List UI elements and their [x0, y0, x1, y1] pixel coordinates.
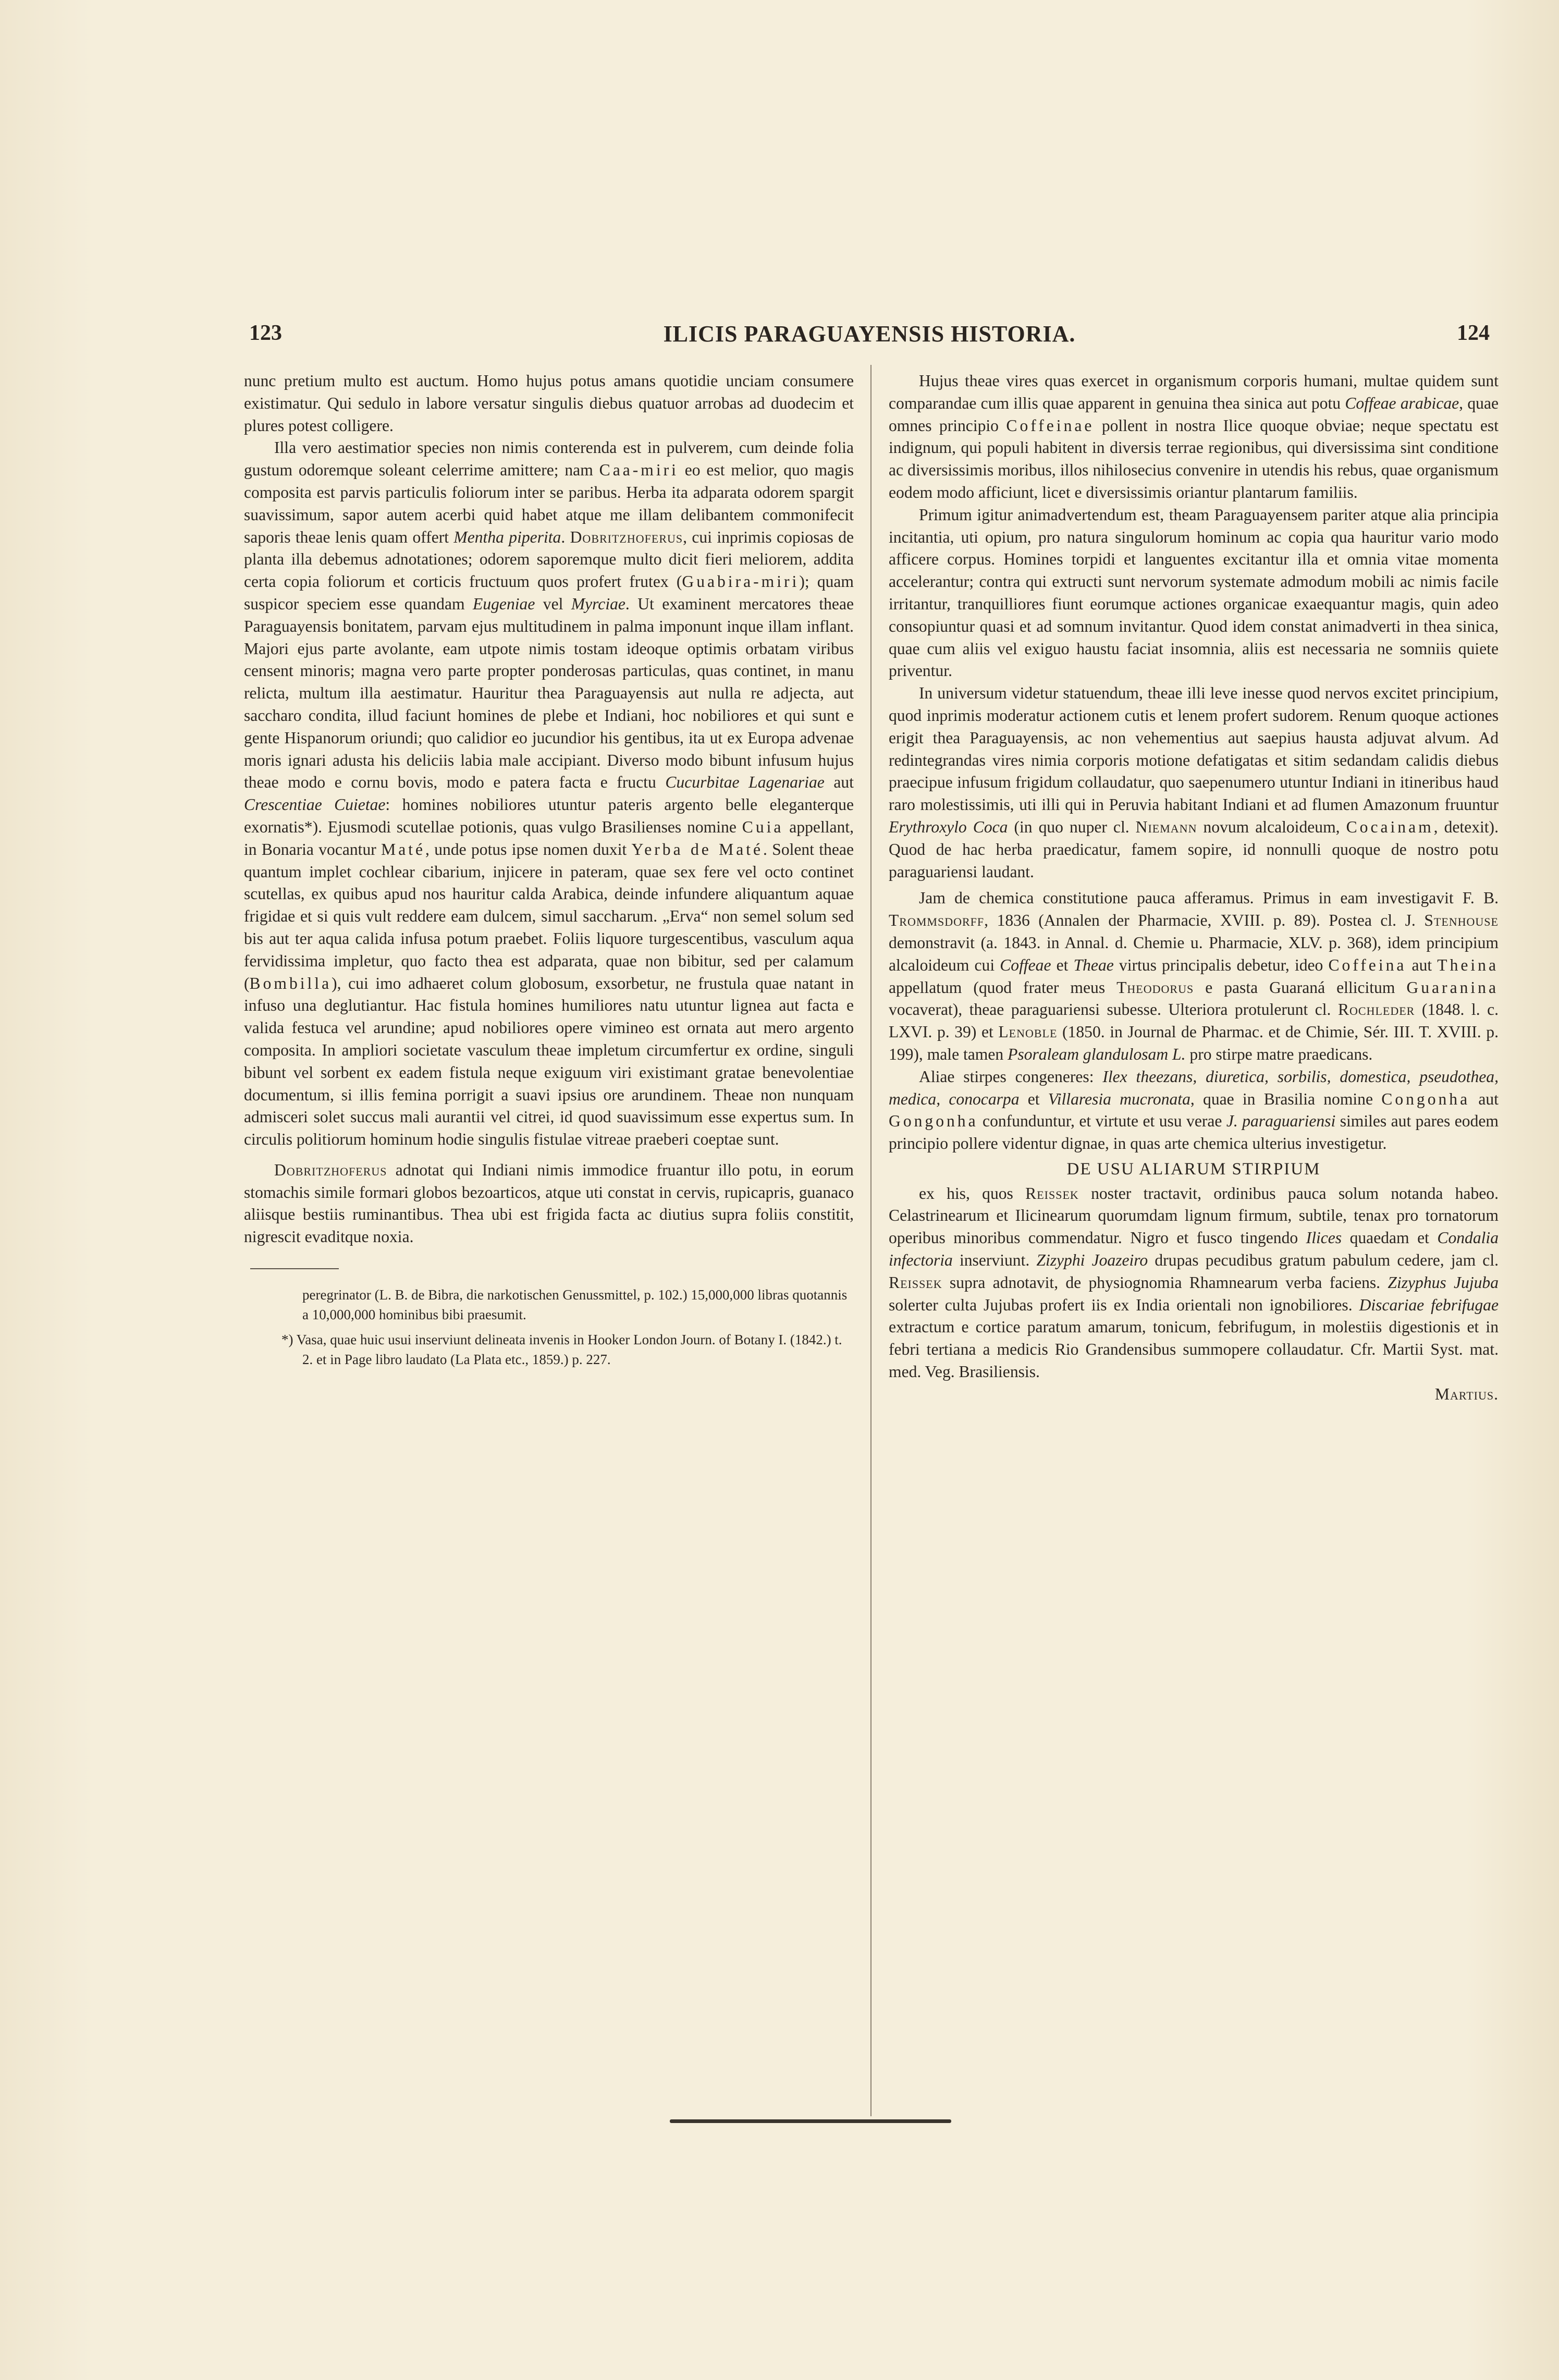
running-title: ILICIS PARAGUAYENSIS HISTORIA. [663, 321, 1076, 347]
section-heading: DE USU ALIARUM STIRPIUM [1066, 1159, 1321, 1179]
paragraph: Hujus theae vires quas exercet in organismum corporis humani, multae quidem sunt comparandae cum illis quae apparent in genuina thea sinica aut potu Coffeae arabicae, quae omnes principio Coffeinae pollent in nostra Ilice quoque obviae; neque spectatu est indignum, qui populi habitent in diversis terrae regionibus, qui diversissima sint conditione ac diversissimis moribus, illos nihilosecius convenire in utendis his rebus, quae organismum eodem modo afficiunt, licet e diversissimis oriantur plantarum familiis. [889, 372, 1499, 501]
page-number-right: 124 [1457, 321, 1490, 345]
left-column [244, 370, 854, 1369]
footnote: peregrinator (L. B. de Bibra, die narkotischen Genussmittel, p. 102.) 15,000,000 libras quotannis a 10,000,000 hominibus bibi praesumit. [302, 1287, 848, 1323]
page-header [249, 321, 1490, 357]
paragraph: Illa vero aestimatior species non nimis conterenda est in pulverem, cum deinde folia gustum odoremque soleant celerrime amittere; nam Caa-miri eo est melior, quo magis composita est parvis particulis foliorum inter se paribus. Herba ita adparata odorem spargit suavissimum, sapor autem acerbi quid habet atque me illam delibantem commonifecit saporis theae lenis quam offert Mentha piperita. Dobritzhoferus, cui inprimis copiosas de planta illa debemus adnotationes; odorem saporemque multo dicit fieri meliorem, addita certa copia foliorum et corticis fructuum quos profert frutex (Guabira-miri); quam suspicor speciem esse quandam Eugeniae vel Myrciae. Ut examinent mercatores theae Paraguayensis bonitatem, parvam ejus multitudinem in palma imponunt inque illam inflant. Majori ejus parte avolante, eam utpote nimis tostam ideoque optimis orbatam viribus censent minoris; magna vero parte propter ponderosas particulas, quas continet, in manu relicta, multum illa aestimatur. Hauritur thea Paraguayensis aut nulla re adjecta, aut saccharo condita, illud faciunt homines de plebe et Indiani, hoc nobiliores et qui sunt e gente Hispanorum oriundi; quo calidior eo jucundior his gentibus, ita ut ex Europa advenae moris ignari adusta his deliciis labia male accipiant. Diverso modo bibunt infusum hujus theae modo e cornu bovis, modo e patera facta e fructu Cucurbitae Lagenariae aut Crescentiae Cuietae: homines nobiliores utuntur pateris argento belle eleganterque exornatis*). Ejusmodi scutellae potionis, quas vulgo Brasilienses nomine Cuia appellant, in Bonaria vocantur Maté, unde potus ipse nomen duxit Yerba de Maté. Solent theae quantum implet cochlear cibarium, injicere in pateram, quae sex fere vel octo continet scutellas, ex quibus apud nos hauritur calda Arabica, deinde infundere aliquantum aquae frigidae et si quis vult reddere eam dulcem, simul saccharum. „Erva“ non semel solum sed bis aut ter aqua calida infusa potum praebet. Foliis liquore turgescentibus, vasculum aqua fervidissima impletur, quo facto thea est adparata, quae non bibitur, sed per calamum (Bombilla), cui imo adhaeret colum globosum, exsorbetur, ne frustula quae natant in infuso una deglutiantur. Hac fistula homines humiliores natu utuntur lignea aut facta e valida festuca vel arundine; apud nobiliores opere vimineo est ornata aut mero argento composita. In ampliori societate vasculum theae impletum circumfertur ex ordine, singuli bibunt vel sorbent ex eadem fistula neque exiguum viri existimant gratae benevolentiae documentum, si illis femina porrigit a suavi ipsius ore arundinem. Theae non nunquam admisceri solet succus mali aurantii vel citrei, id quod suavissimum esse expertus sum. In circulis politiorum hominum hodie singulis fistulae vitreae praeberi coeptae sunt. [244, 438, 854, 1149]
paragraph: nunc pretium multo est auctum. Homo hujus potus amans quotidie unciam consumere existimatur. Qui sedulo in labore versatur singulis diebus quatuor arrobas ad duodecim et plures potest colligere. [244, 372, 854, 435]
paragraph: Primum igitur animadvertendum est, theam Paraguayensem pariter atque alia principia incitantia, uti opium, pro natura singulorum hominum ac copia qua hauritur vario modo afficere corpus. Homines torpidi et languentes excitantur illa et omnia vitae momenta accelerantur; contra qui extructi sunt nervorum systemate admodum mobili ac nimis facile irritantur, tranquilliores fiunt eorumque actiones organicae exaequantur magis, quin adeo consopiuntur quasi et ad somnum invitantur. Quod idem constat animadverti in thea sinica, quae cum aliis vel exiguo haustu faciat insomnia, aliis est necessaria ne somniis quiete priventur. [889, 505, 1499, 680]
paragraph: Dobritzhoferus adnotat qui Indiani nimis immodice fruantur illo potu, in eorum stomachis simile formari globos bezoarticos, atque uti constat in cervis, rupicapris, guanaco aliisque bestiis ruminantibus. Thea ubi est frigida facta ac diutius supra foliis constitit, nigrescit evaditque noxia. [244, 1160, 854, 1246]
author-signature: Martius. [1434, 1384, 1499, 1403]
page-number-left: 123 [249, 321, 282, 345]
paragraph: Jam de chemica constitutione pauca afferamus. Primus in eam investigavit F. B. Trommsdorff, 1836 (Annalen der Pharmacie, XVIII. p. 89). Postea cl. J. Stenhouse demonstravit (a. 1843. in Annal. d. Chemie u. Pharmacie, XLV. p. 368), idem principium alcaloideum cui Coffeae et Theae virtus principalis debetur, ideo Coffeina aut Theina appellatum (quod frater meus Theodorus e pasta Guaraná ellicitum Guaranina vocaverat), theae paraguariensi subesse. Ulteriora protulerunt cl. Rochleder (1848. l. c. LXVI. p. 39) et Lenoble (1850. in Journal de Pharmac. et de Chimie, Sér. III. T. XVIII. p. 199), male tamen Psoraleam glandulosam L. pro stirpe matre praedicans. [889, 889, 1499, 1063]
column-divider [870, 365, 871, 2116]
footnote-rule [250, 1268, 339, 1269]
paragraph: In universum videtur statuendum, theae illi leve inesse quod nervos excitet principium, quod inprimis moderatur actionem cutis et lenem profert sudorem. Renum quoque actiones erigit thea Paraguayensis, ac non vehementius aut saepius hausta adjuvat alvum. Ad redintegrandas vires nimia corporis motione defatigatas et sitim sedandam calidis diebus praecipue infusum frigidum collaudatur, quo saepenumero utuntur Indiani in itineribus haud raro molestissimis, uti illi qui in Peruvia habitant Indiani et ad flumen Amazonum fruuntur Erythroxylo Coca (in quo nuper cl. Niemann novum alcaloideum, Cocainam, detexit). Quod de hac herba praedicatur, famem sopire, id nonnulli quoque de nostro potu paraguariensi laudant. [889, 684, 1499, 881]
paragraph: Aliae stirpes congeneres: Ilex theezans, diuretica, sorbilis, domestica, pseudothea, medica, conocarpa et Villaresia mucronata, quae in Brasilia nomine Congonha aut Gongonha confunduntur, et virtute et usu verae J. paraguariensi similes aut pares eodem principio pollere videntur dignae, in quas arte chemica ulterius investigetur. [889, 1067, 1499, 1153]
paragraph: ex his, quos Reissek noster tractavit, ordinibus pauca solum notanda habeo. Celastrinearum et Ilicinearum quorumdam lignum firmum, subtile, tenax pro tornatorum operibus minoribus commendatur. Nigro et fusco tingendo Ilices quaedam et Condalia infectoria inserviunt. Zizyphi Joazeiro drupas pecudibus gratum pabulum cedere, jam cl. Reissek supra adnotavit, de physiognomia Rhamnearum verba faciens. Zizyphus Jujuba solerter culta Jujubas profert iis ex India orientali non ignobiliores. Discariae febrifugae extractum e cortice paratum amarum, tonicum, febrifugum, in molestiis digestionis et in febri tertiana a medicis Rio Grandensibus summopere collaudatur. Cfr. Martii Syst. mat. med. Veg. Brasiliensis. [889, 1184, 1499, 1381]
right-column [889, 370, 1499, 1406]
footnote: *) Vasa, quae huic usui inserviunt delineata invenis in Hooker London Journ. of Botany I. (1842.) t. 2. et in Page libro laudato (La Plata etc., 1859.) p. 227. [281, 1332, 842, 1368]
page-end-rule [670, 2119, 951, 2123]
